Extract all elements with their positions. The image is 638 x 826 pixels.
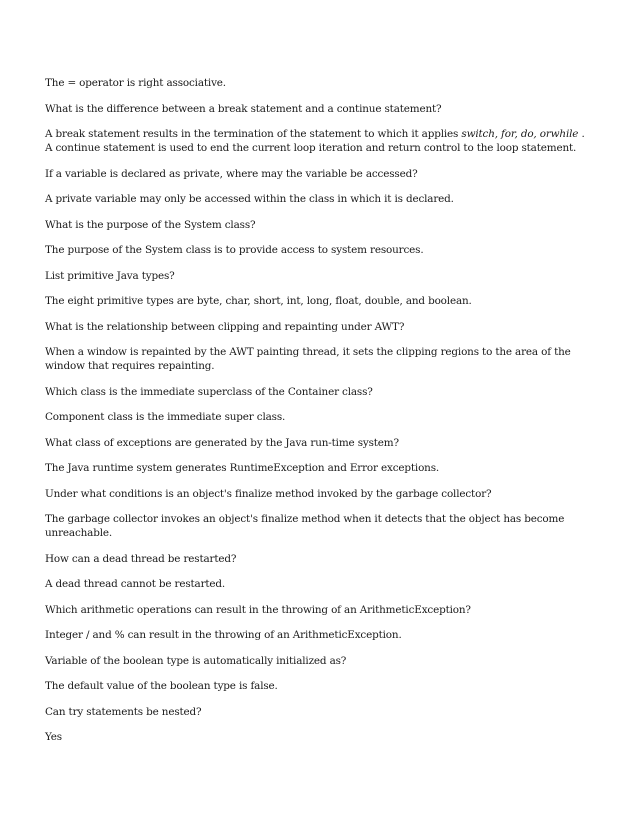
answer-nested-try: Yes [45,731,62,743]
question-runtime-exceptions: What class of exceptions are generated by the Java run-time system? [45,436,399,449]
document-page [45,76,595,756]
question-finalize-method: Under what conditions is an object's finalize method invoked by the garbage collector? [45,487,492,500]
question-boolean-default: Variable of the boolean type is automatically initialized as? [45,654,347,667]
answer-arithmetic-exception: Integer / and % can result in the throwing of an ArithmeticException. [45,629,402,641]
answer-boolean-default: The default value of the boolean type is false. [45,680,278,692]
question-primitive-types: List primitive Java types? [45,269,175,282]
answer-private-variable: A private variable may only be accessed within the class in which it is declared. [45,193,454,205]
answer-dead-thread: A dead thread cannot be restarted. [45,578,226,590]
answer-finalize-method: The garbage collector invokes an object's finalize method when it detects that the object has become unreachable. [45,513,565,539]
answer-clipping-repainting: When a window is repainted by the AWT painting thread, it sets the clipping regions to the area of the window that requires repainting. [45,346,571,372]
math-keywords: switch, for, do, orwhile [461,128,579,140]
question-dead-thread: How can a dead thread be restarted? [45,552,237,565]
question-private-variable: If a variable is declared as private, where may the variable be accessed? [45,167,418,180]
question-break-vs-continue: What is the difference between a break statement and a continue statement? [45,102,442,115]
answer-break-text-end: . A continue statement is used to end the current loop iteration and return control to the loop statement. [45,128,585,154]
question-container-superclass: Which class is the immediate superclass of the Container class? [45,385,373,398]
answer-break-text-start: A break statement results in the termination of the statement to which it applies [45,128,462,140]
answer-primitive-types: The eight primitive types are byte, char, short, int, long, float, double, and boolean. [45,295,472,307]
answer-runtime-exceptions: The Java runtime system generates RuntimeException and Error exceptions. [45,462,440,474]
question-system-class: What is the purpose of the System class? [45,218,256,231]
question-clipping-repainting: What is the relationship between clipping and repainting under AWT? [45,320,405,333]
answer-container-superclass: Component class is the immediate super class. [45,411,286,423]
paragraph-operator-associativity: The = operator is right associative. [45,77,226,89]
answer-system-class: The purpose of the System class is to provide access to system resources. [45,244,424,256]
question-nested-try: Can try statements be nested? [45,705,202,718]
question-arithmetic-exception: Which arithmetic operations can result in the throwing of an ArithmeticException? [45,603,471,616]
answer-break-vs-continue [45,127,595,155]
